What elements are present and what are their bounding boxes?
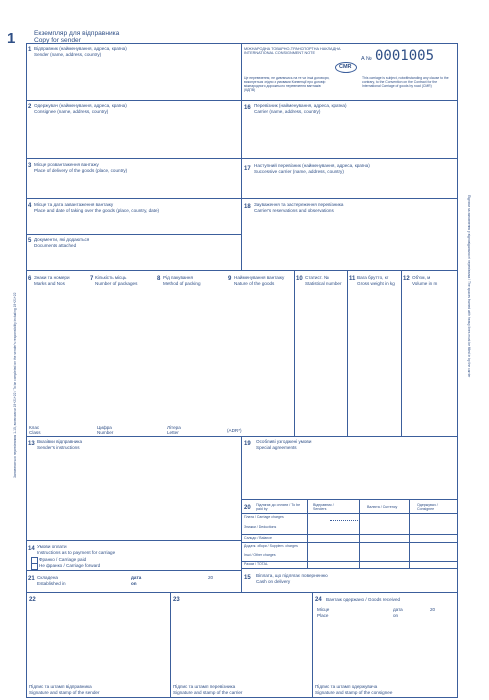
field-19-number: 19: [244, 441, 251, 447]
field-22-number: 22: [29, 597, 36, 603]
charge-row-6: Разом / TOTAL: [244, 562, 268, 566]
field-13-label-en: Sender's instructions: [37, 445, 80, 450]
divider: [26, 198, 458, 199]
carriage-forward-label: Не франко / Carriage forward: [39, 563, 101, 568]
charge-row-2: Знижки / Deductions: [244, 525, 277, 529]
field-21-label-ua: Складена: [37, 575, 58, 580]
field-4-label-ua: Місце та дата завантаження вантажу: [34, 202, 114, 207]
field-20-header-3: Валюта / Currency: [367, 505, 398, 509]
field-24-place-en: Place: [317, 613, 329, 618]
field-7-number: 7: [90, 276, 94, 282]
field-18-label-en: Carrier's reservations and observations: [254, 208, 334, 213]
side-note-left: Заповнюється перевізником 1-15, включаючи 19+21+22 / To be completed on the sender's responsibility including 19+21+22: [13, 292, 17, 478]
field-16-label-ua: Перевізник (найменування, адреса, країна): [254, 103, 347, 108]
field-23-label-en: Signature and stamp of the carrier: [173, 690, 243, 695]
divider: [170, 592, 171, 698]
field-18-number: 18: [244, 204, 251, 210]
field-6-number: 6: [28, 276, 32, 282]
field-20-header-4: Одержувач / Consignee: [417, 503, 438, 511]
divider: [26, 158, 458, 159]
field-19-label-ua: Особливі узгоджені умови: [256, 439, 312, 444]
field-5-number: 5: [28, 238, 32, 244]
field-8-number: 8: [157, 276, 161, 282]
field-23-number: 23: [173, 597, 180, 603]
field-14-label-ua: Умови оплати: [37, 544, 67, 549]
field-3-number: 3: [28, 163, 32, 169]
consignment-number: 0001005: [375, 48, 435, 64]
field-12-number: 12: [403, 276, 410, 282]
field-2-number: 2: [28, 104, 32, 110]
field-22-label-ua: Підпис та штамп відправника: [29, 684, 92, 689]
divider: [241, 534, 458, 535]
field-16-label-en: Carrier (name, address, country): [254, 109, 321, 114]
field-9-number: 9: [228, 276, 232, 282]
field-24-date-ua: дата: [393, 607, 403, 612]
charge-row-3: Сальдо / Balance: [244, 536, 272, 540]
field-8-label-en: Method of packing: [163, 281, 201, 286]
side-note-right: Підписи за заповнення у відповідальності перевізника / The spaces framed with heavy lines must be filled in by the carrier: [467, 195, 471, 378]
field-15-label-en: Cash on delivery: [256, 579, 291, 584]
field-9-label-ua: Найменування вантажу: [234, 275, 285, 280]
field-13-label-ua: Вказівки відправника: [37, 439, 83, 444]
field-21-year: 20: [208, 575, 214, 580]
copy-label-en: Copy for sender: [34, 37, 81, 44]
field-11-number: 11: [349, 276, 356, 282]
divider: [26, 100, 458, 101]
field-14-number: 14: [28, 546, 35, 552]
field-7-label-ua: Кількість місць: [95, 275, 127, 280]
class-label-ua: Клас: [29, 425, 40, 430]
copy-number: 1: [7, 30, 16, 47]
divider: [241, 513, 458, 514]
divider: [241, 499, 458, 500]
field-17-number: 17: [244, 166, 251, 172]
field-4-number: 4: [28, 203, 32, 209]
field-24-title: Вантаж одержано / Goods received: [326, 597, 401, 602]
adr-label: (ADR*): [227, 428, 242, 433]
field-11-label-ua: Вага брутто, кг: [357, 275, 389, 280]
field-2-label-en: Consignee (name, address, country): [34, 109, 109, 114]
field-11-label-en: Gross weight in kg: [357, 281, 395, 286]
charge-row-4: Додатк. збори / Supplem. charges: [244, 544, 298, 548]
field-24-place-ua: Місце: [317, 607, 330, 612]
field-23-label-ua: Підпис та штамп перевізника: [173, 684, 236, 689]
field-21-date-ua: дата: [131, 575, 142, 580]
field-12-label-ua: Об'єм, м: [412, 275, 431, 280]
copy-label-ua: Екземпляр для відправника: [34, 30, 120, 37]
field-7-label-en: Number of packages: [95, 281, 138, 286]
field-17-label-en: Successive carrier (name, address, country): [254, 169, 344, 174]
divider: [241, 436, 242, 499]
divider: [241, 542, 458, 543]
consignment-no-prefix: A №: [361, 56, 372, 62]
field-21-date-en: on: [131, 581, 137, 586]
field-9-label-en: Nature of the goods: [234, 281, 275, 286]
divider: [26, 270, 458, 271]
header-note-ua: Це перевезення, не дивлячись на те чи інші договори, виконується згідно з умовами Конвенції про договір міжнародного дорожнього перевезення вантажів (КДПВ): [244, 76, 330, 92]
field-19-label-en: Special agreements: [256, 445, 297, 450]
field-24-year: 20: [430, 607, 436, 612]
number-label-en: Number: [97, 430, 114, 435]
divider-mid: [241, 43, 242, 270]
field-2-label-ua: Одержувач (найменування, адреса, країна): [34, 103, 127, 108]
field-15-number: 15: [244, 575, 251, 581]
field-5-label-ua: Документи, які додаються: [34, 237, 90, 242]
divider: [26, 436, 458, 437]
letter-label-en: Letter: [167, 430, 179, 435]
field-24-number: 24: [315, 597, 322, 603]
field-20-number: 20: [244, 505, 251, 511]
divider: [347, 270, 348, 436]
cmr-label: CMR: [339, 64, 352, 70]
field-17-label-ua: Наступний перевізник (найменування, адреса, країна): [254, 163, 370, 168]
divider: [401, 270, 402, 436]
field-21-label-en: Established in: [37, 581, 66, 586]
divider: [26, 540, 241, 541]
field-10-label-en: Statistical number: [305, 281, 342, 286]
field-16-number: 16: [244, 105, 251, 111]
charge-row-1: Плата / Carriage charges: [244, 515, 284, 519]
divider: [330, 520, 360, 521]
divider: [26, 570, 241, 571]
header-title: МІЖНАРОДНА ТОВАРНО-ТРАНСПОРТНА НАКЛАДНА INTERNATIONAL CONSIGNMENT NOTE: [244, 47, 341, 56]
letter-label-ua: Літера: [167, 425, 181, 430]
carriage-paid-label: Франко / Carriage paid: [39, 557, 87, 562]
divider: [294, 270, 295, 436]
field-1-label-en: Sender (name, address, country): [34, 52, 102, 57]
divider: [26, 592, 458, 593]
field-20-header-2: Відправник / Senders: [313, 503, 334, 511]
field-18-label-ua: Зауваження та застереження перевізника: [254, 202, 344, 207]
charge-row-5: Інші / Other charges: [244, 553, 276, 557]
divider: [26, 234, 241, 235]
field-6-label-en: Marks and Nos: [34, 281, 65, 286]
field-5-label-en: Documents attached: [34, 243, 77, 248]
class-label-en: Class: [29, 430, 41, 435]
field-1-label-ua: Відправник (найменування, адреса, країна): [34, 46, 127, 51]
field-1-number: 1: [28, 47, 32, 53]
field-12-label-en: Volume in m: [412, 281, 438, 286]
field-24-label-ua: Підпис та штамп одержувача: [315, 684, 378, 689]
field-13-number: 13: [28, 441, 35, 447]
field-22-label-en: Signature and stamp of the sender: [29, 690, 100, 695]
field-21-number: 21: [28, 576, 35, 582]
field-6-label-ua: Знаки та номери: [34, 275, 70, 280]
header-note-en: This carriage is subject, notwithstanding any clause to the contrary, to the Convention on the Contract for the International Carriage of goods by road (CMR): [362, 76, 449, 88]
field-14-label-en: Instructions as to payment for carriage: [37, 550, 116, 555]
field-4-label-en: Place and date of taking over the goods (place, country, date): [34, 208, 160, 213]
field-3-label-ua: Місце розвантаження вантажу: [34, 162, 99, 167]
number-label-ua: Цифра: [97, 425, 112, 430]
field-8-label-ua: Рід пакування: [163, 275, 193, 280]
divider: [241, 561, 458, 562]
field-24-label-en: Signature and stamp of the consignee: [315, 690, 393, 695]
field-24-date-en: on: [393, 613, 399, 618]
field-10-number: 10: [296, 276, 303, 282]
field-20-header-1: Підлягає до оплати / To be paid by: [256, 503, 301, 511]
field-15-label-ua: Віплата, що підлягає поверненню: [256, 573, 328, 578]
divider: [241, 568, 458, 569]
carriage-forward-checkbox[interactable]: [31, 563, 38, 570]
divider: [312, 592, 313, 698]
field-10-label-ua: Статист. №: [305, 275, 329, 280]
field-3-label-en: Place of delivery of the goods (place, country): [34, 168, 128, 173]
